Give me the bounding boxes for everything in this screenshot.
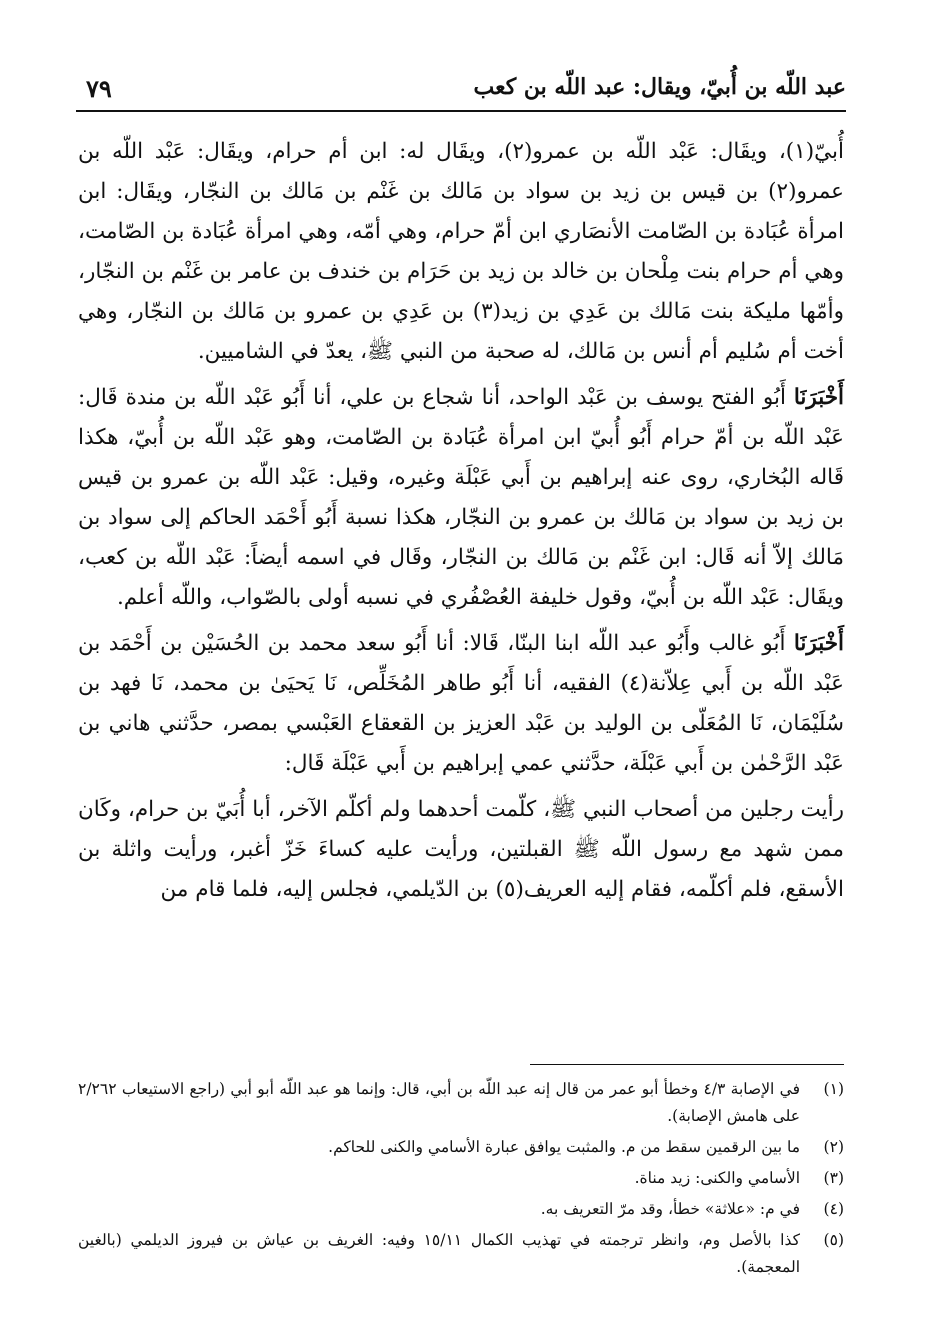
lead-word: أَخْبَرَنَا xyxy=(793,631,844,656)
paragraph xyxy=(78,132,844,372)
footnote xyxy=(78,1076,844,1130)
paragraph xyxy=(78,624,844,784)
footnote xyxy=(78,1165,844,1192)
footnote-number: (٣) xyxy=(823,1169,844,1187)
page-number: ٧٩ xyxy=(86,74,112,103)
footnote-divider xyxy=(530,1064,844,1065)
paragraph-text: أَبُو غالب وأَبُو عبد اللّه ابنا البنّا، قَالا: أنا أَبُو سعد محمد بن الحُسَيْن بن أَحْمَد بن عَبْد اللّه بن أَبي عِلاّنة(٤) الفقيه، أنا أَبُو طاهر المُخَلِّص، نَا يَحيَىٰ بن محمد، نَا فهد بن سُلَيْمَان، نَا المُعَلّى بن الوليد بن عَبْد العزيز بن القعقاع العَبْسي بمصر، حدَّثني هاني بن عَبْد الرَّحْمٰن بن أَبي عَبْلَة، حدَّثني عمي إبراهيم بن أَبي عَبْلَة قَال: xyxy=(78,631,844,776)
footnote-text: الأسامي والكنى: زيد مناة. xyxy=(634,1169,800,1187)
footnote-number: (١) xyxy=(823,1080,844,1098)
footnote-number: (٤) xyxy=(823,1200,844,1218)
paragraph xyxy=(78,378,844,618)
page-header xyxy=(76,70,846,112)
footnote xyxy=(78,1196,844,1223)
paragraph-text: رأيت رجلين من أصحاب النبي ﷺ، كلّمت أحدهما ولم أكلّم الآخر، أبا أُبَيّ بن حرام، وكَان ممن شهد مع رسول اللّه ﷺ القبلتين، ورأيت عليه كساءَ خَزّ أغبر، ورأيت واثلة بن الأسقع، فلم أكلّمه، فقام إليه العريف(٥) بن الدّيلمي، فجلس إليه، فلما قام من xyxy=(78,797,844,902)
main-text xyxy=(78,132,844,916)
footnote-number: (٥) xyxy=(823,1231,844,1249)
running-title: عبد اللّه بن أُبيّ، ويقال: عبد اللّه بن كعب xyxy=(473,74,846,100)
footnote-text: كذا بالأصل وم، وانظر ترجمته في تهذيب الكمال ١٥/١١ وفيه: الغريف بن عياش بن فيروز الديلمي (بالغين المعجمة). xyxy=(78,1231,801,1276)
footnote-text: ما بين الرقمين سقط من م. والمثبت يوافق عبارة الأسامي والكنى للحاكم. xyxy=(328,1138,800,1156)
footnote xyxy=(78,1134,844,1161)
footnote-text: في الإصابة ٤/٣ وخطأ أبو عمر من قال إنه عبد اللّه بن أبي، قال: وإنما هو عبد اللّه أبو أبي (راجع الاستيعاب ٢/٢٦٢ على هامش الإصابة). xyxy=(78,1080,800,1125)
paragraph-text: أَبُو الفتح يوسف بن عَبْد الواحد، أنا شجاع بن علي، أنا أَبُو عَبْد اللّه بن مندة قَال: عَبْد اللّه بن أمّ حرام أَبُو أُبيّ ابن امرأة عُبَادة بن الصّامت، وهو عَبْد اللّه بن أُبيّ، هكذا قَاله البُخاري، روى عنه إبراهيم بن أَبي عَبْلَة وغيره، وقيل: عَبْد اللّه بن عمرو بن قيس بن زيد بن سواد بن مَالك بن عمرو بن النجّار، هكذا نسبة أَبُو أَحْمَد الحاكم إلى سواد بن مَالك إلاّ أنه قَال: ابن غَنْم بن مَالك بن النجّار، وقَال في اسمه أيضاً: عَبْد اللّه بن كعب، ويقَال: عَبْد اللّه بن أُبيّ، وقول خليفة العُصْفُري في نسبه أولى بالصّواب، واللّه أعلم. xyxy=(78,385,844,610)
footnote-number: (٢) xyxy=(823,1138,844,1156)
paragraph xyxy=(78,790,844,910)
footnote xyxy=(78,1227,844,1281)
lead-word: أَخْبَرَنَا xyxy=(793,385,844,410)
footnote-text: في م: «علاثة» خطأ، وقد مرّ التعريف به. xyxy=(540,1200,800,1218)
paragraph-text: أُبيّ(١)، ويقَال: عَبْد اللّه بن عمرو(٢)، ويقَال له: ابن أم حرام، ويقَال: عَبْد اللّه بن عمرو(٢) بن قيس بن زيد بن سواد بن مَالك بن غَنْم بن مَالك بن النجّار، ويقَال: ابن امرأة عُبَادة بن الصّامت الأنصَاري ابن أمّ حرام، وهي أمّه، وهي امرأة عُبَادة بن الصّامت، وهي أم حرام بنت مِلْحان بن خالد بن زيد بن حَرَام بن خندف بن عامر بن غَنْم بن النجّار، وأمّها مليكة بنت مَالك بن عَدِي بن زيد(٣) بن عَدِي بن عمرو بن مَالك بن النجّار، وهي أخت أم سُليم أم أنس بن مَالك، له صحبة من النبي ﷺ، يعدّ في الشاميين. xyxy=(78,139,844,364)
footnotes xyxy=(78,1076,844,1285)
